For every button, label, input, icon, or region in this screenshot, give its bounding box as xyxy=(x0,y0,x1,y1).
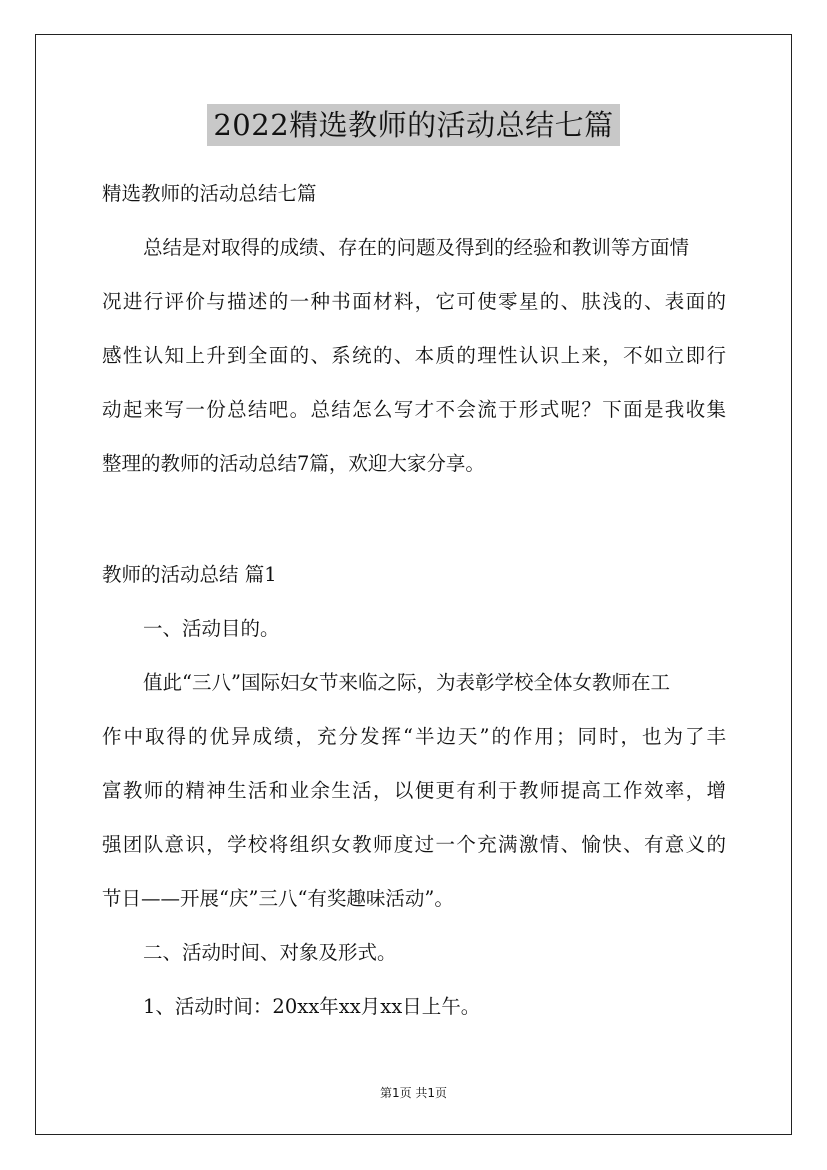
para1-line-1: 值此“三八”国际妇女节来临之际，为表彰学校全体女教师在工 xyxy=(143,671,670,694)
section-heading: 教师的活动总结 篇1 xyxy=(102,563,277,586)
intro-line-4: 动起来写一份总结吧。总结怎么写才不会流于形式呢？下面是我收集 xyxy=(102,398,726,421)
intro-line-5: 整理的教师的活动总结7篇，欢迎大家分享。 xyxy=(102,452,485,475)
para1-line-4: 强团队意识，学校将组织女教师度过一个充满激情、愉快、有意义的 xyxy=(102,833,726,856)
item2-sub1: 1、活动时间：20xx年xx月xx日上午。 xyxy=(143,995,481,1018)
para1-line-2: 作中取得的优异成绩，充分发挥“半边天”的作用；同时，也为了丰 xyxy=(102,725,726,748)
page-footer: 第1页 共1页 xyxy=(379,1086,448,1100)
document-title: 2022精选教师的活动总结七篇 xyxy=(207,104,619,146)
para1-line-5: 节日——开展“庆”三八“有奖趣味活动”。 xyxy=(102,887,454,910)
item2-heading: 二、活动时间、对象及形式。 xyxy=(143,941,397,964)
intro-line-2: 况进行评价与描述的一种书面材料，它可使零星的、肤浅的、表面的 xyxy=(102,290,726,313)
intro-line-1: 总结是对取得的成绩、存在的问题及得到的经验和教训等方面情 xyxy=(143,236,690,259)
para1-line-3: 富教师的精神生活和业余生活，以便更有利于教师提高工作效率，增 xyxy=(102,779,726,802)
intro-line-3: 感性认知上升到全面的、系统的、本质的理性认识上来，不如立即行 xyxy=(102,344,726,367)
item1-heading: 一、活动目的。 xyxy=(143,617,280,640)
document-subtitle: 精选教师的活动总结七篇 xyxy=(102,182,317,205)
